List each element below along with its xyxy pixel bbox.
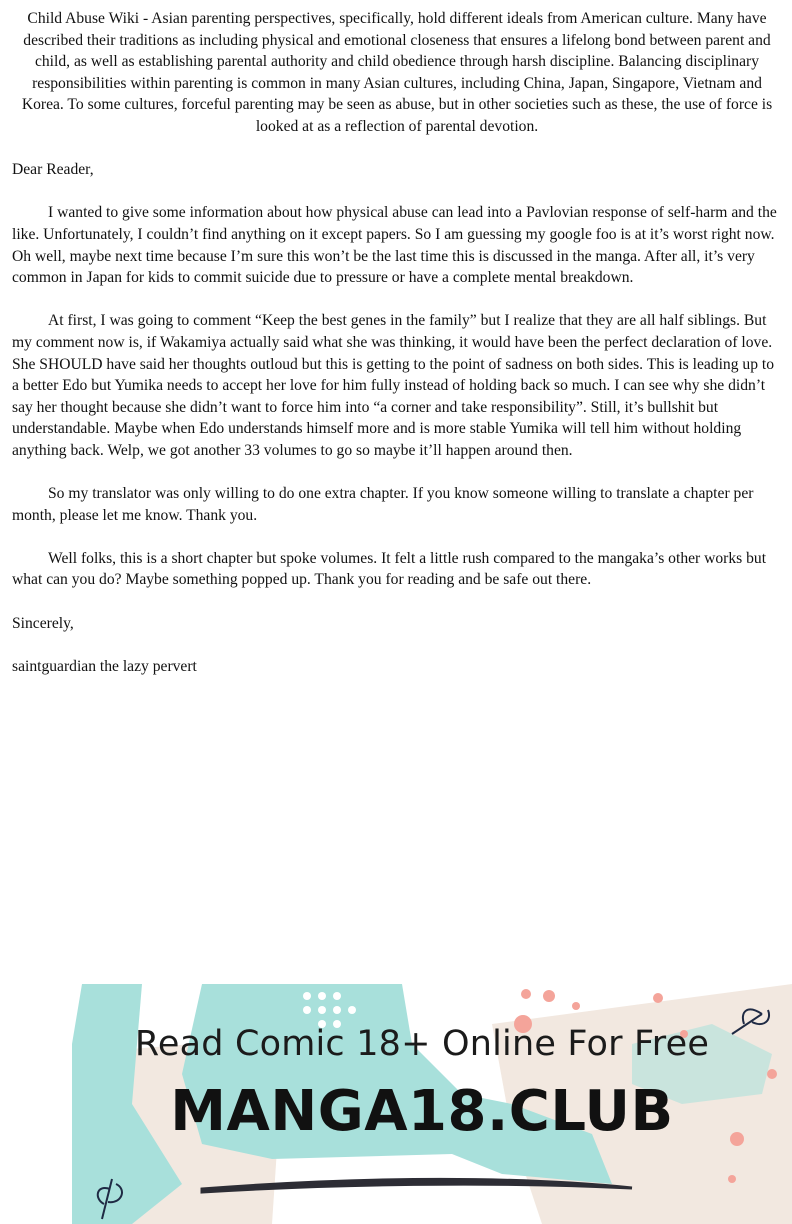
closing: Sincerely, bbox=[12, 614, 74, 632]
letter-paragraph: I wanted to give some information about how physical abuse can lead into a Pavlovian response of self-harm and the like. Unfortunately, I couldn’t find anything on it except papers. So I am guessing my google foo is at it’s worst right now. Oh well, maybe next time because I’m sure this won’t be the last time this is discussed in the manga. After all, it’s very common in Japan for kids to commit suicide due to pressure or have a complete mental breakdown. bbox=[12, 204, 777, 287]
salutation: Dear Reader, bbox=[12, 161, 94, 179]
promo-banner[interactable] bbox=[72, 984, 792, 1224]
intro-quote: Child Abuse Wiki - Asian parenting perspectives, specifically, hold different ideals from American culture. Many have described their traditions as including physical and emotional closeness that ensures a lifelong bond between parent and child, as well as establishing parental authority and child obedience through harsh discipline. Balancing disciplinary responsibilities within parenting is common in many Asian cultures, including China, Japan, Singapore, Vietnam and Korea. To some cultures, forceful parenting may be seen as abuse, but in other societies such as these, the use of force is looked at as a reflection of parental devotion. bbox=[21, 10, 773, 135]
banner-subtitle: Read Comic 18+ Online For Free bbox=[134, 1024, 710, 1064]
letter-paragraph: Well folks, this is a short chapter but spoke volumes. It felt a little rush compared to the mangaka’s other works but what can you do? Maybe something popped up. Thank you for reading and be safe out there. bbox=[12, 549, 767, 589]
letter bbox=[12, 8, 782, 699]
signature: saintguardian the lazy pervert bbox=[12, 657, 197, 675]
letter-paragraph: At first, I was going to comment “Keep the best genes in the family” but I realize that they are all half siblings. But my comment now is, if Wakamiya actually said what she was thinking, it would have been the perfect declaration of love. She SHOULD have said her thoughts outloud but this is getting to the point of sadness on both sides. This is leading up to a better Edo but Yumika needs to accept her love for him fully instead of holding back so much. I can see why she didn’t say her thought because she didn’t want to force him into “a corner and take responsibility”. Still, it’s bullshit but understandable. Maybe when Edo understands himself more and is more stable Yumika will tell him without holding anything back. Welp, we got another 33 volumes to go so maybe it’ll happen around then. bbox=[12, 312, 775, 459]
site-logo-text[interactable]: MANGA18.CLUB bbox=[170, 1079, 674, 1144]
letter-paragraph: So my translator was only willing to do one extra chapter. If you know someone willing to translate a chapter per month, please let me know. Thank you. bbox=[12, 485, 754, 524]
